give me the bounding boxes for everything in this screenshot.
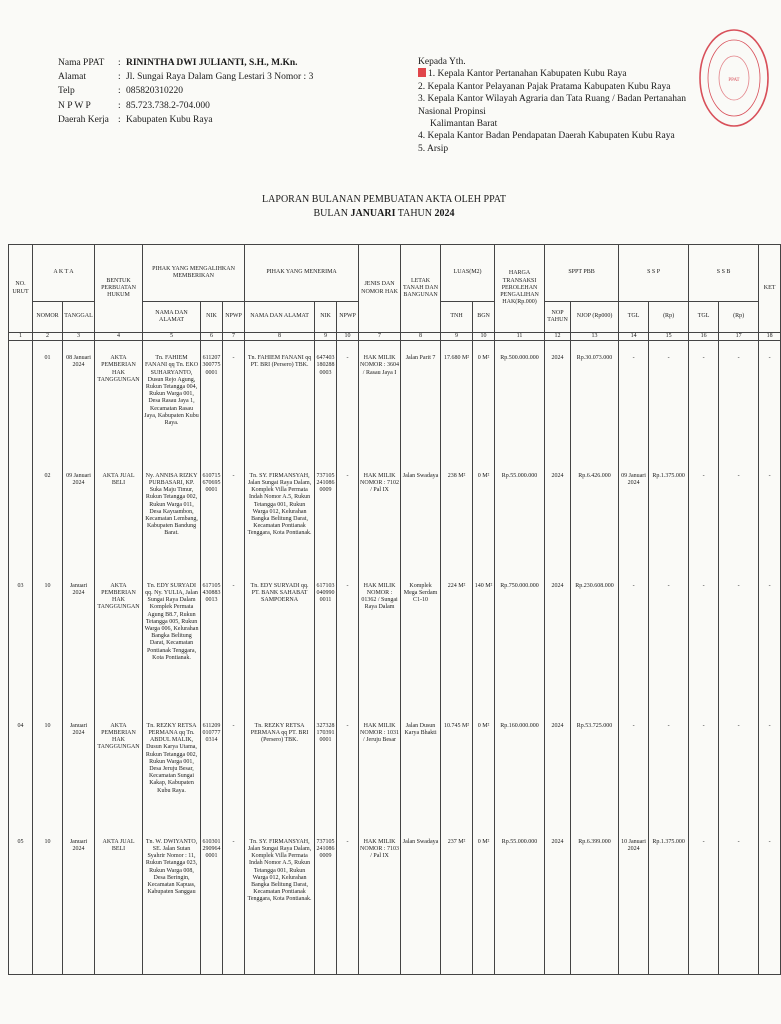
column-number: 8 xyxy=(245,333,315,341)
info-label: Telp xyxy=(58,86,75,97)
recipient-item: 1. Kepala Kantor Pertanahan Kabupaten Kubu Raya xyxy=(428,69,627,80)
info-value: RININTHA DWI JULIANTI, S.H., M.Kn. xyxy=(126,58,298,68)
cell-npwp1: - xyxy=(223,825,245,975)
column-number: 3 xyxy=(63,333,95,341)
cell-npwp2: - xyxy=(337,709,359,825)
column-number: 7 xyxy=(359,333,401,341)
column-number: 6 xyxy=(201,333,223,341)
cell-nama1: Ny. ANNISA RIZKY PURBASARI, KP. Suka Maju Timur, Rukun Tetangga 002, Rukun Warga 011, Desa Kayuambon, Kecamatan Lembang, Kabupaten Bandung Barat. xyxy=(143,459,201,569)
cell-harga: Rp.160.000.000 xyxy=(495,709,545,825)
column-number: 9 xyxy=(441,333,473,341)
cell-tgl1: 10 Januari 2024 xyxy=(619,825,649,975)
cell-nama2: Tn. EDY SURYADI qq. PT. BANK SAHABAT SAMPOERNA xyxy=(245,569,315,709)
cell-npwp2: - xyxy=(337,459,359,569)
cell-harga: Rp.55.000.000 xyxy=(495,825,545,975)
cell-nik1: 611209 010777 0314 xyxy=(201,709,223,825)
column-number: 18 xyxy=(759,333,781,341)
info-label: Alamat xyxy=(58,72,86,83)
cell-tnh: 224 M² xyxy=(441,569,473,709)
cell-njop: Rp.6.426.000 xyxy=(571,459,619,569)
cell-tanggal: Januari 2024 xyxy=(63,825,95,975)
cell-ket: - xyxy=(759,569,781,709)
cell-harga: Rp.500.000.000 xyxy=(495,341,545,459)
cell-tgl2: - xyxy=(689,569,719,709)
col-header-tgl1: TGL xyxy=(619,302,649,333)
column-number: 11 xyxy=(495,333,545,341)
cell-npwp1: - xyxy=(223,569,245,709)
cell-rp1: Rp.1.375.000 xyxy=(649,459,689,569)
cell-jenis: HAK MILIK NOMOR : 01362 / Sungai Raya Dalam xyxy=(359,569,401,709)
cell-rp1: - xyxy=(649,709,689,825)
cell-rp2: - xyxy=(719,825,759,975)
column-number: 8 xyxy=(401,333,441,341)
recipient-item: 3. Kepala Kantor Wilayah Agraria dan Tata Ruang / Badan Pertanahan Nasional Propinsi xyxy=(418,94,686,117)
info-row-name: Nama PPAT : RININTHA DWI JULIANTI, S.H., M.Kn. xyxy=(58,56,313,70)
cell-ket: - xyxy=(759,825,781,975)
cell-tanggal: Januari 2024 xyxy=(63,709,95,825)
info-value: 085820310220 xyxy=(126,86,183,97)
column-number: 16 xyxy=(689,333,719,341)
col-header-npwp1: NPWP xyxy=(223,302,245,333)
cell-harga: Rp.750.000.000 xyxy=(495,569,545,709)
column-number: 17 xyxy=(719,333,759,341)
cell-urut: 03 xyxy=(9,569,33,709)
table-row xyxy=(9,709,781,825)
cell-nop-tahun: 2024 xyxy=(545,341,571,459)
cell-jenis: HAK MILIK NOMOR : 3604 / Rasau Jaya I xyxy=(359,341,401,459)
svg-text:PPAT: PPAT xyxy=(728,78,740,83)
column-number: 12 xyxy=(545,333,571,341)
cell-letak: Komplek Mega Serdam C1-10 xyxy=(401,569,441,709)
info-row-area: Daerah Kerja : Kabupaten Kubu Raya xyxy=(58,113,313,127)
recipient-block xyxy=(418,56,718,155)
cell-nomor: 02 xyxy=(33,459,63,569)
cell-urut xyxy=(9,341,33,459)
cell-nama2: Tn. SY. FIRMANSYAH, Jalan Sungai Raya Dalam, Komplek Villa Permata Indah Nomor A.5, Rukun Tetangga 001, Rukun Warga 012, Kelurahan Bangka Belitung Darat, Kecamatan Pontianak Tenggara, Kota Pontianak. xyxy=(245,459,315,569)
cell-tgl1: - xyxy=(619,569,649,709)
cell-nik1: 611207 300775 0001 xyxy=(201,341,223,459)
col-header-no: NO. URUT xyxy=(9,245,33,333)
cell-urut: 04 xyxy=(9,709,33,825)
cell-rp2: - xyxy=(719,459,759,569)
cell-urut xyxy=(9,459,33,569)
cell-bentuk: AKTA JUAL BELI xyxy=(95,459,143,569)
recipient-heading: Kepada Yth. xyxy=(418,57,466,67)
cell-harga: Rp.55.000.000 xyxy=(495,459,545,569)
cell-njop: Rp.230.608.000 xyxy=(571,569,619,709)
cell-jenis: HAK MILIK NOMOR : 1031 / Jeruju Besar xyxy=(359,709,401,825)
col-header-njop: NJOP (Rp000) xyxy=(571,302,619,333)
cell-npwp2: - xyxy=(337,825,359,975)
cell-npwp2: - xyxy=(337,569,359,709)
cell-tnh: 17.680 M² xyxy=(441,341,473,459)
cell-tanggal: 09 Januari 2024 xyxy=(63,459,95,569)
cell-rp1: - xyxy=(649,569,689,709)
cell-jenis: HAK MILIK NOMOR : 7102 / Pal IX xyxy=(359,459,401,569)
recipient-item: 2. Kepala Kantor Pelayanan Pajak Pratama Kabupaten Kubu Raya xyxy=(418,81,671,92)
cell-bgn: 0 M² xyxy=(473,825,495,975)
column-number: 1 xyxy=(9,333,33,341)
cell-bgn: 140 M² xyxy=(473,569,495,709)
info-value: 85.723.738.2-704.000 xyxy=(126,100,210,111)
col-header-akta: A K T A xyxy=(33,245,95,302)
cell-tanggal: 08 Januari 2024 xyxy=(63,341,95,459)
info-label: Daerah Kerja xyxy=(58,114,109,125)
cell-tgl1: 09 Januari 2024 xyxy=(619,459,649,569)
col-header-rp2: (Rp) xyxy=(719,302,759,333)
recipient-item: 4. Kepala Kantor Badan Pendapatan Daerah Kabupaten Kubu Raya xyxy=(418,131,675,142)
col-header-harga: HARGA TRANSAKSI PEROLEHAN PENGALIHAN HAK(Rp.000) xyxy=(495,245,545,333)
cell-nik2: 737105 241086 0009 xyxy=(315,459,337,569)
col-header-luas: LUAS(M2) xyxy=(441,245,495,302)
cell-nik1: 617105 430883 0013 xyxy=(201,569,223,709)
official-stamp xyxy=(696,18,762,116)
col-header-jenis: JENIS DAN NOMOR HAK xyxy=(359,245,401,333)
column-number: 2 xyxy=(33,333,63,341)
col-header-rp1: (Rp) xyxy=(649,302,689,333)
cell-ket: - xyxy=(759,459,781,569)
column-number: 7 xyxy=(223,333,245,341)
info-label: N P W P xyxy=(58,100,91,111)
cell-bgn: 0 M² xyxy=(473,341,495,459)
cell-letak: Jalan Parit 7 xyxy=(401,341,441,459)
column-number-row xyxy=(9,333,781,341)
recipient-item: 5. Arsip xyxy=(418,143,449,154)
col-header-pihak2: PIHAK YANG MENERIMA xyxy=(245,245,359,302)
cell-tnh: 10.745 M² xyxy=(441,709,473,825)
info-value: Kabupaten Kubu Raya xyxy=(126,114,213,125)
cell-ket: - xyxy=(759,709,781,825)
cell-nik1: 610301 290964 0001 xyxy=(201,825,223,975)
cell-nop-tahun: 2024 xyxy=(545,709,571,825)
column-number: 10 xyxy=(473,333,495,341)
col-header-ket: KET xyxy=(759,245,781,333)
column-number: 9 xyxy=(315,333,337,341)
info-row-address: Alamat : Jl. Sungai Raya Dalam Gang Lestari 3 Nomor : 3 xyxy=(58,70,313,84)
ppat-info xyxy=(58,56,313,127)
cell-nik1: 610715 670695 0001 xyxy=(201,459,223,569)
cell-tnh: 238 M² xyxy=(441,459,473,569)
cell-tanggal: Januari 2024 xyxy=(63,569,95,709)
cell-nop-tahun: 2024 xyxy=(545,569,571,709)
column-number: 5 xyxy=(143,333,201,341)
info-row-npwp: N P W P : 85.723.738.2-704.000 xyxy=(58,99,313,113)
report-table xyxy=(8,244,776,975)
cell-npwp1: - xyxy=(223,709,245,825)
cell-tgl2: - xyxy=(689,825,719,975)
column-number: 15 xyxy=(649,333,689,341)
cell-nik2: 737105 241086 0009 xyxy=(315,825,337,975)
cell-nama2: Tn. SY. FIRMANSYAH, Jalan Sungai Raya Dalam, Komplek Villa Permata Indah Nomor A.5, Rukun Tetangga 001, Rukun Warga 012, Kelurahan Bangka Belitung Darat, Kecamatan Pontianak Tenggara, Kota Pontianak. xyxy=(245,825,315,975)
cell-tnh: 237 M² xyxy=(441,825,473,975)
col-header-tanggal: TANGGAL xyxy=(63,302,95,333)
report-subtitle: BULAN JANUARI TAHUN 2024 xyxy=(313,208,455,219)
cell-rp2: - xyxy=(719,709,759,825)
cell-urut: 05 xyxy=(9,825,33,975)
cell-tgl2: - xyxy=(689,709,719,825)
column-number: 4 xyxy=(95,333,143,341)
cell-nama1: Tn. W. DWIYANTO, SE. Jalan Sutan Syahrir Nomor : 11, Rukun Tetangga 023, Rukun Warga 008, Desa Beringin, Kecamatan Kapuas, Kabupaten Sanggau xyxy=(143,825,201,975)
cell-bgn: 0 M² xyxy=(473,459,495,569)
cell-nama1: Tn. FAHIEM FANANI qq Tn. EKO SUHARYANTO, Dusun Rejo Agung, Rukun Tetangga 004, Rukun Warga 001, Desa Rasau Jaya 1, Kecamatan Rasau Jaya, Kabupaten Kubu Raya. xyxy=(143,341,201,459)
cell-rp2: - xyxy=(719,341,759,459)
cell-npwp1: - xyxy=(223,459,245,569)
col-header-tgl2: TGL xyxy=(689,302,719,333)
col-header-bgn: BGN xyxy=(473,302,495,333)
report-title: LAPORAN BULANAN PEMBUATAN AKTA OLEH PPAT xyxy=(262,194,506,205)
col-header-nomor: NOMOR xyxy=(33,302,63,333)
cell-nik2: 617103 040990 0011 xyxy=(315,569,337,709)
cell-nomor: 01 xyxy=(33,341,63,459)
highlight-mark xyxy=(418,68,426,77)
cell-nomor: 10 xyxy=(33,825,63,975)
recipient-item: Kalimantan Barat xyxy=(430,119,498,130)
col-header-nik2: NIK xyxy=(315,302,337,333)
cell-nik2: 327328 170391 0001 xyxy=(315,709,337,825)
column-number: 14 xyxy=(619,333,649,341)
table-row xyxy=(9,825,781,975)
col-header-pihak1: PIHAK YANG MENGALIHKAN MEMBERIKAN xyxy=(143,245,245,302)
col-header-ssb: S S B xyxy=(689,245,759,302)
col-header-tnh: TNH xyxy=(441,302,473,333)
col-header-nop-tahun: NOP TAHUN xyxy=(545,302,571,333)
info-row-phone: Telp : 085820310220 xyxy=(58,84,313,98)
table-row xyxy=(9,341,781,459)
table-body xyxy=(9,341,781,975)
cell-npwp1: - xyxy=(223,341,245,459)
cell-letak: Jalan Swadaya xyxy=(401,825,441,975)
cell-nomor: 10 xyxy=(33,569,63,709)
cell-tgl1: - xyxy=(619,709,649,825)
col-header-bentuk: BENTUK PERBUATAN HUKUM xyxy=(95,245,143,333)
cell-nama1: Tn. REZKY RETSA PERMANA qq Tn. ABDUL MALIK, Dusun Karya Utama, Rukun Tetangga 002, Rukun Warga 001, Desa Jeruju Besar, Kecamatan Sungai Kakap, Kabupaten Kubu Raya. xyxy=(143,709,201,825)
cell-bentuk: AKTA PEMBERIAN HAK TANGGUNGAN xyxy=(95,709,143,825)
cell-rp1: - xyxy=(649,341,689,459)
cell-tgl2: - xyxy=(689,459,719,569)
col-header-npwp2: NPWP xyxy=(337,302,359,333)
table-row xyxy=(9,569,781,709)
col-header-ssp: S S P xyxy=(619,245,689,302)
col-header-letak: LETAK TANAH DAN BANGUNAN xyxy=(401,245,441,333)
cell-bentuk: AKTA PEMBERIAN HAK TANGGUNGAN xyxy=(95,341,143,459)
cell-jenis: HAK MILIK NOMOR : 7103 / Pal IX xyxy=(359,825,401,975)
cell-nama1: Tn. EDY SURYADI qq. Ny. YULIA, Jalan Sungai Raya Dalam Komplek Permata Agung B8.7, Rukun Tetangga 005, Rukun Warga 006, Kelurahan Bangka Belitung Darat, Kecamatan Pontianak Tenggara, Kota Pontianak. xyxy=(143,569,201,709)
cell-tgl1: - xyxy=(619,341,649,459)
col-header-sppt: SPPT PBB xyxy=(545,245,619,302)
cell-njop: Rp.53.725.000 xyxy=(571,709,619,825)
cell-nop-tahun: 2024 xyxy=(545,459,571,569)
table-row xyxy=(9,459,781,569)
cell-bgn: 0 M² xyxy=(473,709,495,825)
cell-ket: - xyxy=(759,341,781,459)
col-header-nama2: NAMA DAN ALAMAT xyxy=(245,302,315,333)
cell-nomor: 10 xyxy=(33,709,63,825)
cell-bentuk: AKTA PEMBERIAN HAK TANGGUNGAN xyxy=(95,569,143,709)
cell-tgl2: - xyxy=(689,341,719,459)
column-number: 13 xyxy=(571,333,619,341)
cell-bentuk: AKTA JUAL BELI xyxy=(95,825,143,975)
cell-nop-tahun: 2024 xyxy=(545,825,571,975)
column-number: 10 xyxy=(337,333,359,341)
cell-letak: Jalan Swadaya xyxy=(401,459,441,569)
col-header-nama1: NAMA DAN ALAMAT xyxy=(143,302,201,333)
cell-npwp2: - xyxy=(337,341,359,459)
cell-nama2: Tn. REZKY RETSA PERMANA qq PT. BRI (Persero) TBK. xyxy=(245,709,315,825)
cell-letak: Jalan Dusun Karya Bhakti xyxy=(401,709,441,825)
info-label: Nama PPAT xyxy=(58,58,105,68)
cell-njop: Rp.30.073.000 xyxy=(571,341,619,459)
col-header-nik1: NIK xyxy=(201,302,223,333)
info-value: Jl. Sungai Raya Dalam Gang Lestari 3 Nomor : 3 xyxy=(126,72,314,83)
cell-rp1: Rp.1.375.000 xyxy=(649,825,689,975)
cell-njop: Rp.6.399.000 xyxy=(571,825,619,975)
cell-nik2: 647403 180288 0003 xyxy=(315,341,337,459)
cell-nama2: Tn. FAHIEM FANANI qq PT. BRI (Persero) TBK. xyxy=(245,341,315,459)
cell-rp2: - xyxy=(719,569,759,709)
